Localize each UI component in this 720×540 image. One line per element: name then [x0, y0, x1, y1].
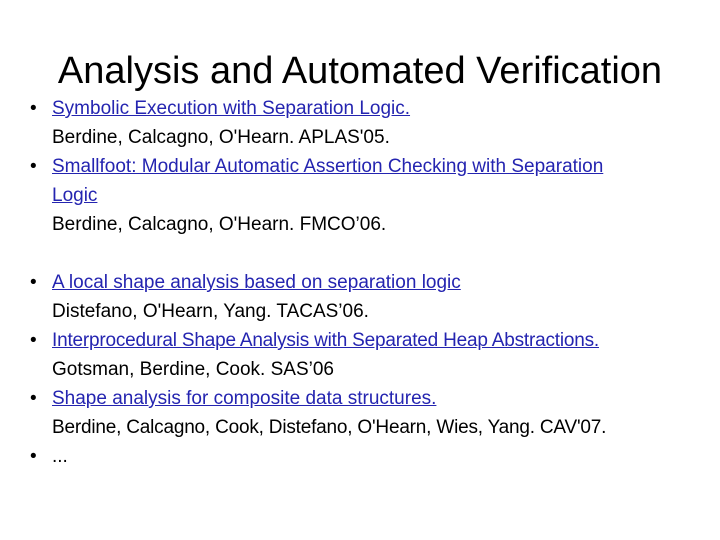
bullet-icon: • [30, 272, 37, 293]
bullet-icon: • [30, 98, 37, 119]
reference-link[interactable]: Smallfoot: Modular Automatic Assertion Checking with Separation Logic [52, 156, 604, 206]
slide-title: Analysis and Automated Verification [57, 50, 663, 93]
list-item [30, 442, 710, 471]
list-item [30, 384, 710, 442]
reference-list [30, 94, 710, 471]
ellipsis-text: ... [52, 446, 68, 467]
list-item [30, 94, 710, 152]
bullet-icon: • [30, 156, 37, 177]
reference-authors: Berdine, Calcagno, Cook, Distefano, O'Hearn, Wies, Yang. CAV'07. [52, 417, 607, 438]
reference-link[interactable]: Interprocedural Shape Analysis with Separated Heap Abstractions. [52, 330, 599, 351]
bullet-icon: • [30, 446, 37, 467]
bullet-icon: • [30, 388, 37, 409]
bullet-icon: • [30, 330, 37, 351]
list-item [30, 152, 710, 239]
reference-authors: Berdine, Calcagno, O'Hearn. FMCO’06. [52, 214, 387, 235]
reference-authors: Berdine, Calcagno, O'Hearn. APLAS'05. [52, 127, 390, 148]
reference-link[interactable]: Symbolic Execution with Separation Logic. [52, 98, 411, 119]
list-item [30, 326, 710, 384]
reference-authors: Gotsman, Berdine, Cook. SAS’06 [52, 359, 334, 380]
reference-authors: Distefano, O'Hearn, Yang. TACAS’06. [52, 301, 369, 322]
reference-link[interactable]: Shape analysis for composite data structures. [52, 388, 437, 409]
reference-link[interactable]: A local shape analysis based on separation logic [52, 272, 461, 293]
list-item [30, 268, 710, 326]
